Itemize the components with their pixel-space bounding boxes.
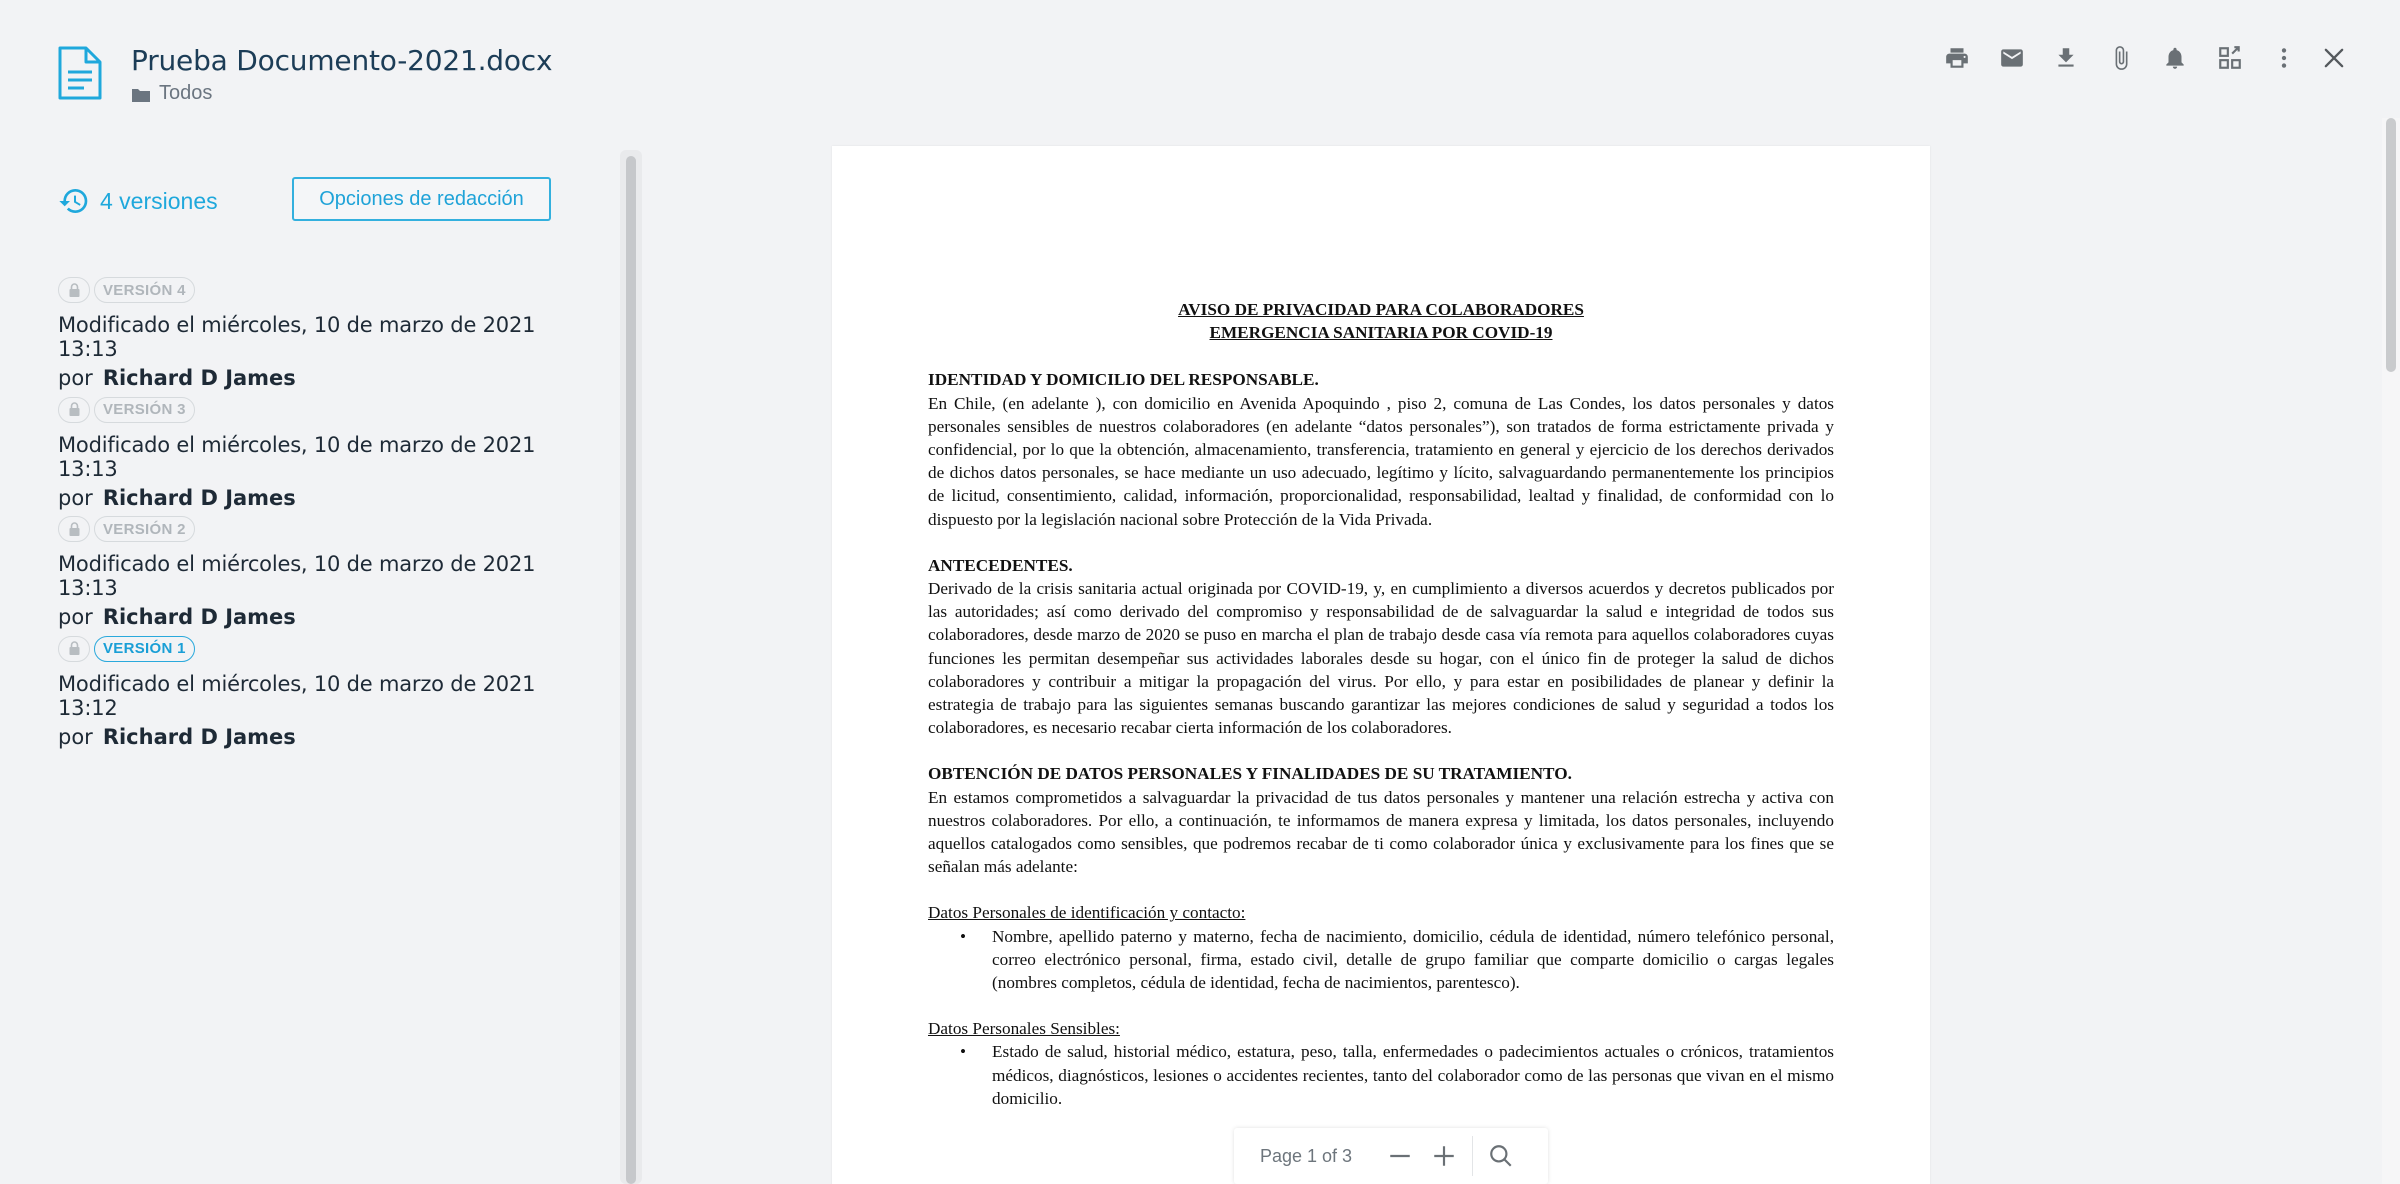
download-button[interactable] bbox=[2039, 38, 2094, 78]
viewer-scrollbar[interactable] bbox=[2382, 118, 2400, 1184]
plus-icon bbox=[1431, 1143, 1457, 1169]
page-indicator: Page 1 of 3 bbox=[1259, 1145, 1353, 1166]
folder-breadcrumb[interactable] bbox=[131, 82, 212, 105]
viewer-header bbox=[0, 0, 2400, 130]
lock-icon bbox=[58, 397, 90, 423]
close-icon bbox=[2320, 44, 2348, 72]
search-icon bbox=[1488, 1143, 1514, 1169]
page-controls bbox=[1234, 1128, 1548, 1184]
history-icon bbox=[58, 185, 90, 217]
versions-history[interactable] bbox=[58, 185, 218, 217]
folder-name: Todos bbox=[159, 82, 213, 104]
section-text: En estamos comprometidos a salvaguardar la privacidad de tus datos personales y mantener una relación estrecha y activa con nuestros colaboradores. Por ello, a continuación, te informamos de manera expresa y limitada, los datos personales, incluyendo aquellos catalogados como sensibles, que podremos recabar de ti como colaborador única y exclusivamente para los fines que se señalan más adelante: bbox=[928, 787, 1834, 877]
version-item[interactable] bbox=[58, 397, 598, 517]
redaction-options-button[interactable]: Opciones de redacción bbox=[292, 177, 551, 221]
doc-heading: AVISO DE PRIVACIDAD PARA COLABORADORES bbox=[1178, 300, 1584, 319]
more-options-button[interactable] bbox=[2257, 38, 2312, 78]
section-text: En Chile, (en adelante ), con domicilio en Avenida Apoquindo , piso 2, comuna de Las Condes, los datos personales y datos personales sensibles de nuestros colaboradores (en adelante “datos personales”), son tratados de forma estrictamente privada y confidencial, por lo que la obtención, almacenamiento, transferencia, tratamiento en general y ejercicio de los derechos derivados de dichos datos personales, se hace mediante un uso adecuado, legítimo y lícito, salvaguardando permanentemente los principios de licitud, consentimiento, calidad, información, proporcionalidad, responsabilidad, lealtad y finalidad, de conformidad con lo dispuesto por la legislación nacional sobre Protección de la Vida Privada. bbox=[928, 393, 1834, 529]
more-vert-icon bbox=[2271, 45, 2297, 71]
divider bbox=[1472, 1136, 1473, 1176]
versions-panel bbox=[0, 145, 620, 1184]
document-viewer bbox=[642, 130, 2382, 1184]
search-button[interactable] bbox=[1479, 1134, 1523, 1178]
email-button[interactable] bbox=[1985, 38, 2040, 78]
version-by-label: por bbox=[58, 366, 93, 390]
subsection-title: Datos Personales de identificación y contacto: bbox=[928, 903, 1246, 923]
document-toolbar bbox=[1930, 38, 2312, 78]
versions-count-label: 4 versiones bbox=[100, 187, 218, 214]
close-button[interactable] bbox=[2314, 38, 2354, 78]
section-title: IDENTIDAD Y DOMICILIO DEL RESPONSABLE. bbox=[928, 370, 1319, 390]
version-modified-date: Modificado el miércoles, 10 de marzo de 2021 13:13 bbox=[58, 432, 536, 481]
panel-scrollbar[interactable] bbox=[620, 150, 642, 1184]
zoom-out-button[interactable] bbox=[1378, 1134, 1422, 1178]
document-title: Prueba Documento-2021.docx bbox=[131, 44, 553, 77]
print-icon bbox=[1944, 45, 1970, 71]
notifications-button[interactable] bbox=[2148, 38, 2203, 78]
section-title: OBTENCIÓN DE DATOS PERSONALES Y FINALIDADES DE SU TRATAMIENTO. bbox=[928, 764, 1572, 784]
lock-icon bbox=[58, 516, 90, 542]
bullet-icon: • bbox=[960, 926, 967, 946]
version-badge: VERSIÓN 1 bbox=[94, 636, 195, 662]
document-page bbox=[832, 146, 1930, 1184]
move-icon bbox=[2217, 45, 2243, 71]
version-by-label: por bbox=[58, 485, 93, 510]
lock-icon bbox=[58, 636, 90, 662]
bullet-item bbox=[928, 1040, 1834, 1110]
download-icon bbox=[2053, 45, 2079, 71]
version-author: Richard D James bbox=[102, 605, 296, 629]
panel-scrollbar-thumb[interactable] bbox=[626, 156, 636, 1184]
bullet-text: Nombre, apellido paterno y materno, fecha de nacimiento, domicilio, cédula de identidad, número telefónico personal, correo electrónico personal, firma, estado civil, detalle de grupo familiar que comparte domicilio o cargas legales (nombres completos, cédula de identidad, fecha de nacimientos, parentesco). bbox=[992, 926, 1834, 993]
version-item[interactable] bbox=[58, 277, 598, 397]
zoom-in-button[interactable] bbox=[1422, 1134, 1466, 1178]
section-text: Derivado de la crisis sanitaria actual originada por COVID-19, y, en cumplimiento a diversos acuerdos y decretos publicados por las autoridades; así como derivado del compromiso y responsabilidad de de salvaguardar la salud e integridad de todos sus colaboradores, desde marzo de 2020 se puso en marcha el plan de trabajo desde casa vía remota para aquellos colaboradores cuyas funciones les permitan desempeñar sus actividades laborales desde su hogar, con el único fin de proteger la salud de dichos colaboradores y contribuir a mitigar la propagación del virus. Por ello, y para estar en posibilidades de planear y definir la estrategia de trabajo para las siguientes semanas buscando garantizar las mejores condiciones de salud y seguridad a todos los colaboradores, es necesario recabar cierta información de los colaboradores. bbox=[928, 579, 1834, 738]
bullet-text: Estado de salud, historial médico, estatura, peso, talla, enfermedades o padecimientos actuales o crónicos, tratamientos médicos, diagnósticos, lesiones o accidentes recientes, tanto del colaborador como de las personas que vivan en el mismo domicilio. bbox=[992, 1042, 1834, 1108]
bullet-icon: • bbox=[960, 1042, 967, 1062]
section-title: ANTECEDENTES. bbox=[928, 555, 1073, 575]
version-badge: VERSIÓN 2 bbox=[94, 516, 195, 542]
bullet-item bbox=[928, 925, 1834, 995]
doc-subheading: EMERGENCIA SANITARIA POR COVID-19 bbox=[1209, 323, 1553, 343]
version-by-label: por bbox=[58, 605, 93, 629]
version-by-label: por bbox=[58, 724, 93, 749]
version-item-current[interactable] bbox=[58, 636, 598, 756]
email-icon bbox=[1999, 45, 2025, 71]
lock-icon bbox=[58, 277, 90, 303]
version-modified-date: Modificado el miércoles, 10 de marzo de 2021 13:13 bbox=[58, 552, 536, 600]
version-author: Richard D James bbox=[102, 724, 296, 749]
version-list bbox=[58, 277, 598, 755]
document-icon bbox=[56, 46, 104, 100]
version-badge: VERSIÓN 3 bbox=[94, 397, 195, 423]
viewer-scrollbar-thumb[interactable] bbox=[2386, 118, 2396, 372]
version-author: Richard D James bbox=[102, 366, 296, 390]
attach-icon bbox=[2108, 45, 2134, 71]
attach-button[interactable] bbox=[2094, 38, 2149, 78]
subsection-title: Datos Personales Sensibles: bbox=[928, 1019, 1120, 1039]
minus-icon bbox=[1387, 1143, 1413, 1169]
version-author: Richard D James bbox=[102, 485, 296, 510]
version-modified-date: Modificado el miércoles, 10 de marzo de 2021 13:12 bbox=[58, 671, 536, 720]
folder-icon bbox=[131, 86, 151, 102]
version-item[interactable] bbox=[58, 516, 598, 636]
version-badge: VERSIÓN 4 bbox=[94, 277, 195, 303]
move-button[interactable] bbox=[2203, 38, 2258, 78]
version-modified-date: Modificado el miércoles, 10 de marzo de 2021 13:13 bbox=[58, 313, 536, 361]
bell-icon bbox=[2162, 45, 2188, 71]
print-button[interactable] bbox=[1930, 38, 1985, 78]
page-content bbox=[928, 298, 1834, 1110]
